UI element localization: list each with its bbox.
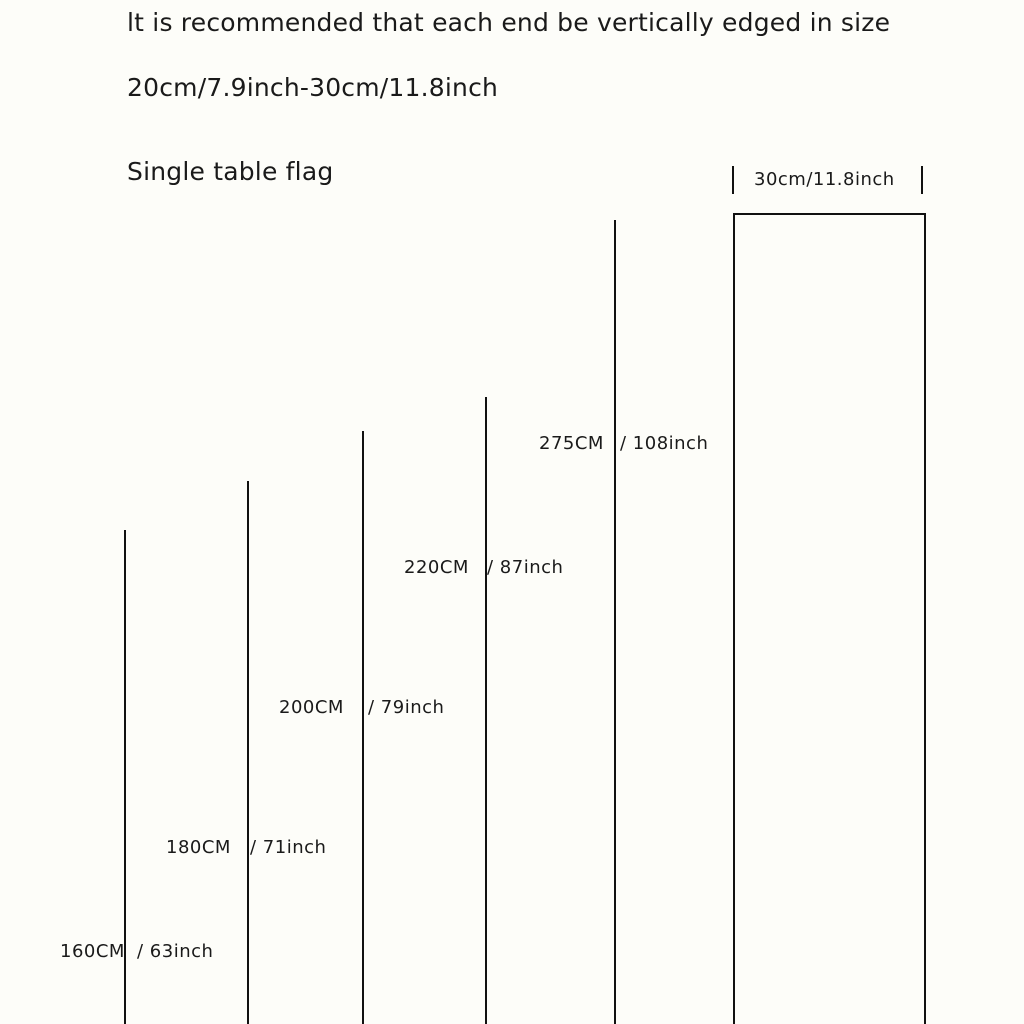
- edge-size-range: 20cm/7.9inch-30cm/11.8inch: [127, 73, 499, 102]
- length-line-220: [485, 397, 487, 1024]
- size-label-275-cm: 275CM: [539, 433, 604, 454]
- flag-outline: [733, 213, 926, 1024]
- size-label-180-cm: 180CM: [166, 837, 231, 858]
- width-label: 30cm/11.8inch: [754, 169, 895, 190]
- length-line-200: [362, 431, 364, 1024]
- size-label-275-inch: / 108inch: [620, 433, 709, 454]
- size-label-220-cm: 220CM: [404, 557, 469, 578]
- length-line-180: [247, 481, 249, 1024]
- recommendation-text: lt is recommended that each end be vertically edged in size: [127, 8, 891, 37]
- length-line-275: [614, 220, 616, 1024]
- width-tick-right: [921, 166, 923, 194]
- size-label-200-cm: 200CM: [279, 697, 344, 718]
- size-label-160-inch: / 63inch: [137, 941, 214, 962]
- size-label-160-cm: 160CM: [60, 941, 125, 962]
- size-label-180-inch: / 71inch: [250, 837, 327, 858]
- product-subtitle: Single table flag: [127, 157, 334, 186]
- width-tick-left: [732, 166, 734, 194]
- size-label-220-inch: / 87inch: [487, 557, 564, 578]
- size-label-200-inch: / 79inch: [368, 697, 445, 718]
